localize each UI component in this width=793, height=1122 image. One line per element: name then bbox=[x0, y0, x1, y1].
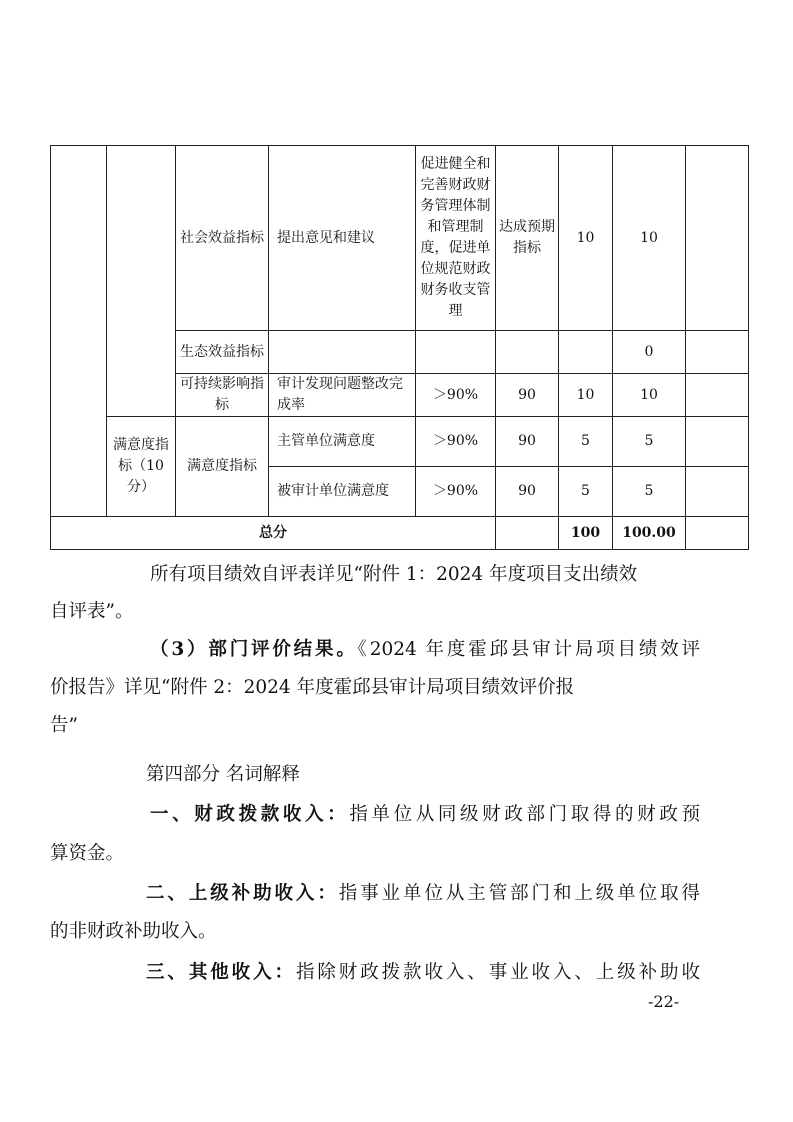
paragraph-line bbox=[150, 800, 700, 826]
cell bbox=[686, 417, 749, 467]
cell: 90 bbox=[496, 374, 559, 417]
section-heading: 第四部分 名词解释 bbox=[146, 764, 300, 785]
cell: 生态效益指标 bbox=[176, 331, 269, 374]
cell bbox=[107, 146, 176, 417]
cell: 5 bbox=[613, 467, 686, 517]
cell: 可持续影响指标 bbox=[176, 374, 269, 417]
table-total-row bbox=[51, 517, 749, 550]
cell: 90 bbox=[496, 467, 559, 517]
cell bbox=[416, 331, 496, 374]
paragraph-line: 告” bbox=[50, 715, 78, 736]
cell bbox=[686, 146, 749, 331]
paragraph-line: 自评表”。 bbox=[50, 601, 134, 622]
cell: 主管单位满意度 bbox=[269, 417, 416, 467]
cell bbox=[269, 331, 416, 374]
cell: 促进健全和完善财政财务管理体制和管理制度，促进单位规范财政财务收支管理 bbox=[416, 146, 496, 331]
table-row bbox=[51, 146, 749, 331]
paragraph-line bbox=[146, 879, 700, 905]
paragraph-line bbox=[150, 635, 700, 661]
term: 三、其他收入： bbox=[146, 962, 296, 983]
text: 指除财政拨款收入、事业收入、上级补助收 bbox=[295, 962, 700, 983]
paragraph-line: 的非财政补助收入。 bbox=[50, 921, 217, 942]
page-number: -22- bbox=[648, 992, 680, 1011]
total-weight: 100 bbox=[559, 517, 613, 550]
text: 指事业单位从主管部门和上级单位取得 bbox=[338, 883, 700, 904]
heading-inline: （3）部门评价结果。 bbox=[150, 639, 358, 660]
cell: 0 bbox=[613, 331, 686, 374]
term: 一、财政拨款收入： bbox=[150, 804, 350, 825]
cell: 提出意见和建议 bbox=[269, 146, 416, 331]
total-score: 100.00 bbox=[613, 517, 686, 550]
paragraph-line: 算资金。 bbox=[50, 843, 125, 864]
cell: 5 bbox=[559, 417, 613, 467]
cell bbox=[496, 517, 559, 550]
cell: ＞90% bbox=[416, 467, 496, 517]
cell: 10 bbox=[613, 146, 686, 331]
cell: 审计发现问题整改完成率 bbox=[269, 374, 416, 417]
cell bbox=[686, 331, 749, 374]
cell bbox=[686, 374, 749, 417]
cell: ＞90% bbox=[416, 417, 496, 467]
paragraph-line: 价报告》详见“附件 2：2024 年度霍邱县审计局项目绩效评价报 bbox=[50, 677, 575, 698]
cell bbox=[686, 517, 749, 550]
table-row bbox=[51, 417, 749, 467]
cell: 5 bbox=[613, 417, 686, 467]
term: 二、上级补助收入： bbox=[146, 883, 339, 904]
paragraph-line: 所有项目绩效自评表详见“附件 1：2024 年度项目支出绩效 bbox=[150, 564, 638, 585]
cell bbox=[559, 331, 613, 374]
cell bbox=[686, 467, 749, 517]
cell bbox=[496, 331, 559, 374]
cell: 10 bbox=[559, 146, 613, 331]
cell: 5 bbox=[559, 467, 613, 517]
text: 《2024 年度霍邱县审计局项目绩效评 bbox=[357, 639, 700, 660]
cell: ＞90% bbox=[416, 374, 496, 417]
cell: 被审计单位满意度 bbox=[269, 467, 416, 517]
cell: 满意度指标 bbox=[176, 417, 269, 517]
cell: 90 bbox=[496, 417, 559, 467]
paragraph-line bbox=[146, 958, 700, 984]
cell: 10 bbox=[613, 374, 686, 417]
text: 指单位从同级财政部门取得的财政预 bbox=[349, 804, 700, 825]
performance-table bbox=[50, 145, 749, 550]
cell bbox=[51, 146, 107, 517]
total-label: 总分 bbox=[51, 517, 496, 550]
cell: 10 bbox=[559, 374, 613, 417]
cell: 达成预期指标 bbox=[496, 146, 559, 331]
cell: 满意度指标（10分） bbox=[107, 417, 176, 517]
cell: 社会效益指标 bbox=[176, 146, 269, 331]
